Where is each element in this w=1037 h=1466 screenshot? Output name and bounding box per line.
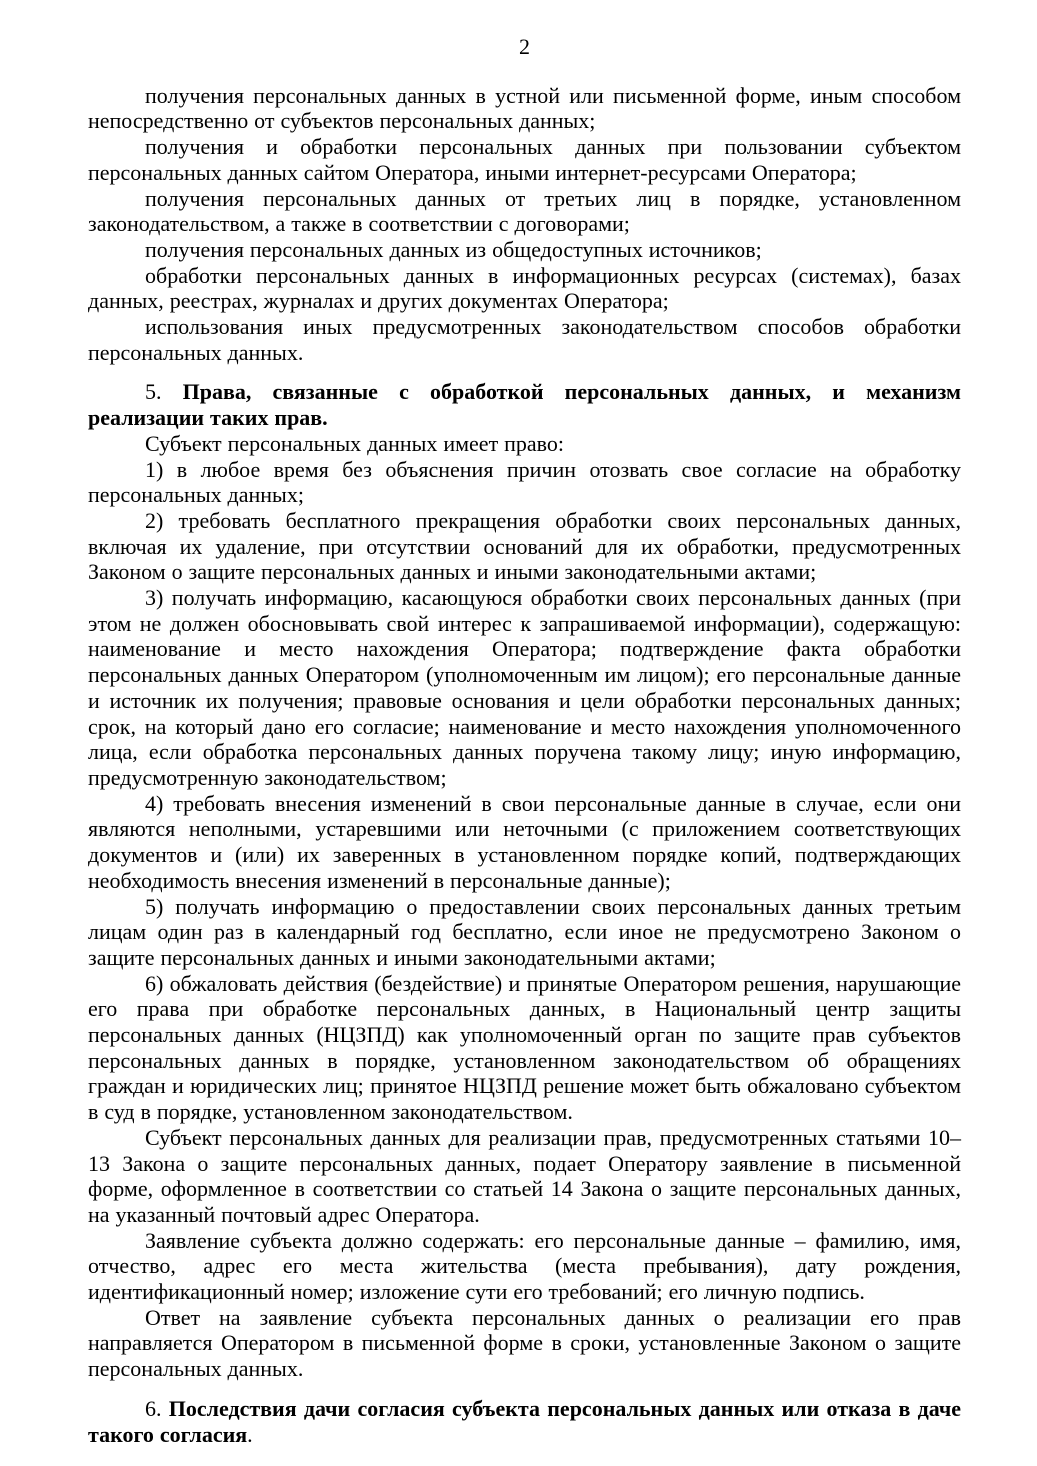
paragraph: получения персональных данных в устной или письменной форме, иным способом непосредственно от субъектов персональных данных; [88,82,961,134]
paragraph: 5) получать информацию о предоставлении своих персональных данных третьим лицам один раз в календарный год бесплатно, если иное не предусмотрено Законом о защите персональных данных и иными законодательными актами; [88,893,961,970]
heading-suffix: . [247,1421,253,1447]
paragraph: 2) требовать бесплатного прекращения обработки своих персональных данных, включая их удаление, при отсутствии оснований для их обработки, предусмотренных Законом о защите персональных данных и иными законодательными актами; [88,507,961,585]
paragraph: Ответ на заявление субъекта персональных данных о реализации его прав направляется Оператором в письменной форме в сроки, установленные Законом о защите персональных данных. [88,1304,961,1382]
paragraph: обработки персональных данных в информационных ресурсах (системах), базах данных, реестрах, журналах и других документах Оператора; [88,262,961,314]
paragraph: получения персональных данных из общедоступных источников; [145,236,762,262]
paragraph: использования иных предусмотренных законодательством способов обработки персональных данных. [88,314,961,365]
section-heading [88,379,961,430]
paragraph: получения персональных данных от третьих лиц в порядке, установленном законодательством, а также в соответствии с договорами; [88,185,961,237]
paragraph: Субъект персональных данных для реализации прав, предусмотренных статьями 10–13 Закона о защите персональных данных, подает Оператору заявление в письменной форме, оформленное в соответствии со статьей 14 Закона о защите персональных данных, на указанный почтовый адрес Оператора. [88,1124,961,1227]
paragraph: 6) обжаловать действия (бездействие) и принятые Оператором решения, нарушающие его права при обработке персональных данных, в Национальный центр защиты персональных данных (НЦЗПД) как уполномоченный орган по защите прав субъектов персональных данных в порядке, установленном законодательством об обращениях граждан и юридических лиц; принятое НЦЗПД решение может быть обжаловано субъектом в суд в порядке, установленном законодательством. [88,970,961,1125]
page-number: 2 [519,34,530,59]
document-body [88,83,961,1448]
heading-number: 6. [145,1395,162,1421]
paragraph: Заявление субъекта должно содержать: его персональные данные – фамилию, имя, отчество, адрес его места жительства (места пребывания), дату рождения, идентификационный номер; изложение сути его требований; его личную подпись. [88,1227,961,1305]
heading-text: Права, связанные с обработкой персональных данных, и механизм реализации таких прав. [88,379,961,431]
paragraph: 3) получать информацию, касающуюся обработки своих персональных данных (при этом не должен обосновывать свой интерес к запрашиваемой информации), содержащую: наименование и место нахождения Оператора; подтверждение факта обработки персональных данных Оператором (уполномоченным им лицом); его персональные данные и источник их получения; правовые основания и цели обработки персональных данных; срок, на который дано его согласие; наименование и место нахождения уполномоченного лица, если обработка персональных данных поручена такому лицу; иную информацию, предусмотренную законодательством; [88,585,961,790]
heading-text: Последствия дачи согласия субъекта персональных данных или отказа в даче такого согласия [88,1395,962,1447]
paragraph: получения и обработки персональных данных при пользовании субъектом персональных данных сайтом Оператора, иными интернет-ресурсами Оператора; [88,134,961,185]
heading-number: 5. [145,379,162,405]
section-heading [88,1396,961,1447]
paragraph: 4) требовать внесения изменений в свои персональные данные в случае, если они являются неполными, устаревшими или неточными (с приложением соответствующих документов и (или) их заверенных в установленном порядке копий, подтверждающих необходимость внесения изменений в персональные данные); [88,790,961,893]
paragraph: 1) в любое время без объяснения причин отозвать свое согласие на обработку персональных данных; [88,456,961,508]
paragraph: Субъект персональных данных имеет право: [145,430,565,456]
